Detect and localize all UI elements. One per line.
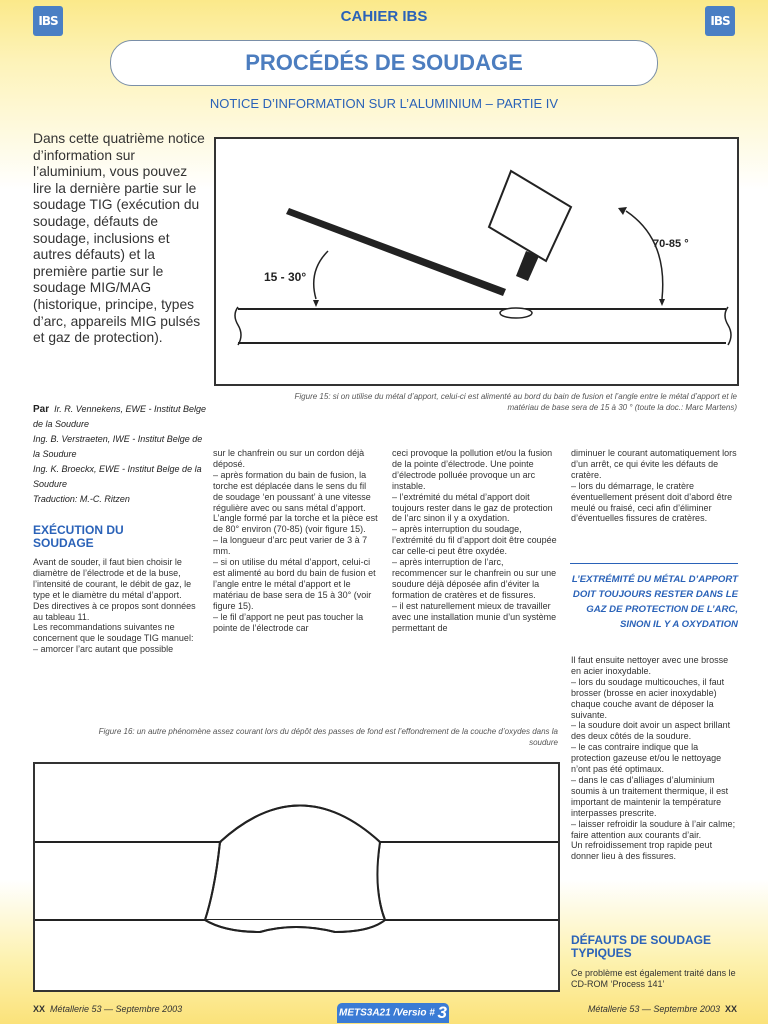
footer-right [560,1004,737,1014]
section-label: CAHIER IBS [340,8,428,25]
figure-15-caption-line2: matériau de base sera de 15 à 30 ° (toute la doc.: Marc Martens) [507,403,737,412]
heading-execution-line2: SOUDAGE [33,536,94,550]
version-badge-text: METS3A21 /Versio # [338,1007,435,1019]
footer-right-text: Métallerie 53 — Septembre 2003 [587,1004,720,1014]
pull-quote-line1: L’EXTRÉMITÉ DU MÉTAL D’APPORT [571,574,738,585]
author-2: Ing. B. Verstraeten, IWE - Institut Belge de la Soudure [33,434,203,459]
angle-label-right: 70-85 ° [653,238,689,250]
pull-quote [570,563,738,632]
figure-15-caption-line1: Figure 15: si on utilise du métal d’apport, celui-ci est alimenté au bord du bain de fusion et l’angle entre le métal d’apport et le [294,392,737,401]
pull-quote-line2: DOIT TOUJOURS RESTER DANS LE [572,589,738,600]
heading-defauts-line1: DÉFAUTS DE SOUDAGE [571,933,712,947]
version-badge-number: 3 [437,1003,448,1022]
page-title: PROCÉDÉS DE SOUDAGE [110,40,658,86]
figure-15 [214,137,739,386]
intro-paragraph: Dans cette quatrième notice d’information sur l’aluminium, vous pouvez lire la dernière partie sur le soudage TIG (exécution du soudage, défauts de soudage, inclusions et autres défauts) et la première partie sur le soudage MIG/MAG (historique, principe, types d’arc, appareils MIG pulsés et gaz de protection). [33,131,205,346]
footer-left-page: XX [33,1004,46,1014]
column-2-text: sur le chanfrein ou sur un cordon déjà déposé. – après formation du bain de fusion, la torche est déplacée dans le sens du fil de soudage ‘en poussant’ à une vitesse régulière avec ou sans métal d’apport. L’angle formé par la torche et la pièce est de 80° environ (70-85) (voir figure 15). – la longueur d’arc peut varier de 3 à 7 mm. – si on utilise du métal d’apport, celui-ci est alimenté au bord du bain de fusion et l’angle entre le métal d’apport et le matériau de base sera de 15 à 30° (voir figure 15). – le fil d’apport ne peut pas toucher la pointe de l’électrode car [213,448,378,633]
authors-block [33,402,208,507]
heading-defauts [571,934,741,960]
footer-left-text: Métallerie 53 — Septembre 2003 [50,1004,183,1014]
author-3: Ing. K. Broeckx, EWE - Institut Belge de la Soudure [33,464,202,489]
translator: Traduction: M.-C. Ritzen [33,494,130,504]
heading-defauts-line2: TYPIQUES [571,946,632,960]
pull-quote-line4: SINON IL Y A OXYDATION [620,619,738,630]
column-4-top-text: diminuer le courant automatiquement lors d’un arrêt, ce qui évite les défauts de cratère. – lors du démarrage, le cratère éventuellement présent doit d’abord être meulé ou fraisé, ceci afin d’éliminer d’éventuelles fissures de cratères. [571,448,737,524]
column-4-bottom-text: Il faut ensuite nettoyer avec une brosse en acier inoxydable. – lors du soudage multicouches, il faut brosser (brosse en acier inoxydable) chaque couche avant de déposer la suivante. – la soudure doit avoir un aspect brillant des deux côtés de la soudure. – le cas contraire indique que la protection gazeuse et/ou le nettoyage n’ont pas été optimaux. – dans le cas d’alliages d’aluminium soumis à un traitement thermique, il est important de maintenir la température interpasses prescrite. – laisser refroidir la soudure à l’air calme; faire attention aux courants d’air. Un refroidissement trop rapide peut donner lieu à des fissures. [571,655,736,862]
figure-16-drawing [35,764,558,990]
figure-16-caption-line2: soudure [529,738,558,747]
figure-16 [33,762,560,992]
heading-execution-line1: EXÉCUTION DU [33,523,124,537]
footer-right-page: XX [724,1004,737,1014]
defauts-text: Ce problème est également traité dans le CD-ROM ‘Process 141’ [571,968,736,989]
heading-execution [33,524,208,550]
author-1: Ir. R. Vennekens, EWE - Institut Belge de la Soudure [33,404,207,429]
ibs-logo-right: IBS [705,6,735,36]
figure-15-drawing [216,139,737,384]
pull-quote-line3: GAZ DE PROTECTION DE L’ARC, [586,604,738,615]
figure-16-caption [33,726,558,748]
authors-par: Par [33,404,50,415]
ibs-logo-left: IBS [33,6,63,36]
angle-label-left: 15 - 30° [264,270,307,284]
footer-left [33,1004,182,1014]
version-badge [337,1003,449,1023]
execution-text: Avant de souder, il faut bien choisir le diamètre de l’électrode et de la buse, l’intensité de courant, le débit de gaz, le type et le diamètre du métal d’apport. Des directives à ce propos sont données au tableau 11. Les recommandations suivantes ne concernent que le soudage TIG manuel: – amorcer l’arc autant que possible [33,557,196,655]
figure-15-caption [214,391,737,413]
page-subtitle: NOTICE D’INFORMATION SUR L’ALUMINIUM – PARTIE IV [209,96,559,111]
column-3-text: ceci provoque la pollution et/ou la fusion de la pointe d’électrode. Une pointe d’électrode polluée provoque un arc instable. – l’extrémité du métal d’apport doit toujours rester dans le gaz de protection de l’arc sinon il y a oxydation. – après interruption du soudage, l’extrémité du fil d’apport doit être coupée car celle-ci peut être oxydée. – après interruption de l’arc, recommencer sur le chanfrein ou sur une soudure déjà déposée afin d’éviter la formation de cratères et de fissures. – il est naturellement mieux de travailler avec une installation munie d’un système permettant de [392,448,557,633]
figure-16-caption-line1: Figure 16: un autre phénomène assez courant lors du dépôt des passes de fond est l’effondrement de la couche d’oxydes dans la [98,727,558,736]
